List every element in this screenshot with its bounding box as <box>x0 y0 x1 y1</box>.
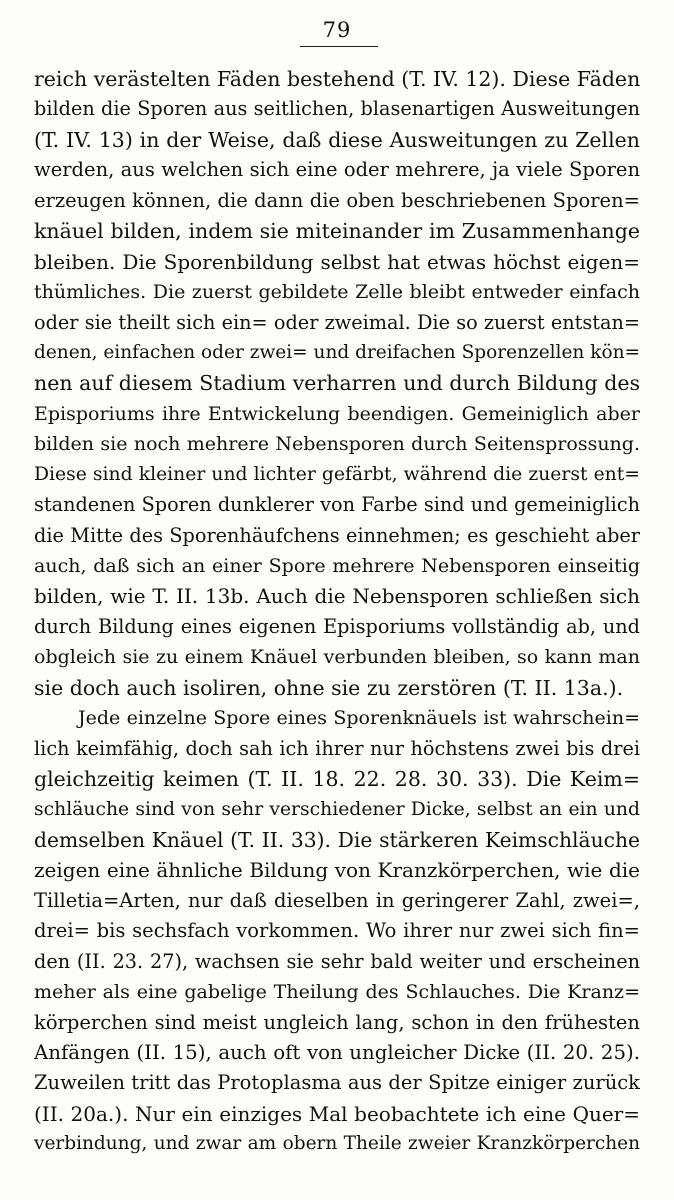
text-line: auch, daß sich an einer Spore mehrere Nebensporen einseitig <box>34 555 640 577</box>
text-line: verbindung, und zwar am obern Theile zweier Kranzkörperchen <box>34 1133 640 1155</box>
text-line: Zuweilen tritt das Protoplasma aus der Spitze einiger zurück <box>34 1071 640 1095</box>
text-line: obgleich sie zu einem Knäuel verbunden bleiben, so kann man <box>34 646 640 669</box>
text-line: Anfängen (II. 15), auch oft von ungleicher Dicke (II. 20. 25). <box>34 1041 640 1064</box>
text-line: reich verästelten Fäden bestehend (T. IV. 12). Diese Fäden <box>34 67 640 91</box>
text-line: bilden, wie T. II. 13b. Auch die Nebensporen schließen sich <box>34 584 640 609</box>
text-line: meher als eine gabelige Theilung des Schlauches. Die Kranz= <box>34 981 640 1004</box>
text-line: bleiben. Die Sporenbildung selbst hat etwas höchst eigen= <box>34 249 640 274</box>
header-rule <box>300 46 378 47</box>
text-line: nen auf diesem Stadium verharren und durch Bildung des <box>34 371 640 396</box>
text-line: (II. 20a.). Nur ein einziges Mal beobachtete ich eine Quer= <box>34 1101 640 1126</box>
text-line: werden, aus welchen sich eine oder mehrere, ja viele Sporen <box>34 158 640 182</box>
text-line: denen, einfachen oder zwei= und dreifachen Sporenzellen kön= <box>34 341 640 363</box>
text-line: oder sie theilt sich ein= oder zweimal. Die so zuerst entstan= <box>34 310 640 334</box>
text-line: zeigen eine ähnliche Bildung von Kranzkörperchen, wie die <box>34 858 640 883</box>
text-line: thümliches. Die zuerst gebildete Zelle bleibt entweder einfach <box>34 281 640 304</box>
text-line: (T. IV. 13) in der Weise, daß diese Ausweitungen zu Zellen <box>34 127 640 152</box>
text-line: drei= bis sechsfach vorkommen. Wo ihrer nur zwei sich fin= <box>34 919 640 943</box>
text-line: den (II. 23. 27), wachsen sie sehr bald weiter und erscheinen <box>34 949 640 973</box>
text-line: sie doch auch isoliren, ohne sie zu zerstören (T. II. 13a.). <box>34 675 624 700</box>
text-line: demselben Knäuel (T. II. 33). Die stärkeren Keimschläuche <box>34 827 640 852</box>
text-line: Tilletia=Arten, nur daß dieselben in geringerer Zahl, zwei=, <box>34 888 640 912</box>
text-line: knäuel bilden, indem sie miteinander im Zusammenhange <box>34 219 640 244</box>
text-line: die Mitte des Sporenhäufchens einnehmen; es geschieht aber <box>34 523 640 547</box>
text-line: schläuche sind von sehr verschiedener Dicke, selbst an ein und <box>34 798 640 820</box>
text-line: durch Bildung eines eigenen Episporiums vollständig ab, und <box>34 614 640 638</box>
text-line: körperchen sind meist ungleich lang, schon in den frühesten <box>34 1010 640 1034</box>
text-line: Jede einzelne Spore eines Sporenknäuels ist wahrschein= <box>78 707 640 730</box>
text-line: erzeugen können, die dann die oben beschriebenen Sporen= <box>34 188 640 212</box>
text-line: Episporiums ihre Entwickelung beendigen. Gemeiniglich aber <box>34 402 640 425</box>
text-line: bilden die Sporen aus seitlichen, blasenartigen Ausweitungen <box>34 97 640 121</box>
text-line: gleichzeitig keimen (T. II. 18. 22. 28. 30. 33). Die Keim= <box>34 767 640 792</box>
body-text <box>34 64 640 1160</box>
text-line: standenen Sporen dunklerer von Farbe sind und gemeiniglich <box>34 493 640 517</box>
text-line: lich keimfähig, doch sah ich ihrer nur höchstens zwei bis drei <box>34 736 640 760</box>
text-line: Diese sind kleiner und lichter gefärbt, während die zuerst ent= <box>34 463 640 485</box>
page-number: 79 <box>322 18 352 42</box>
text-line: bilden sie noch mehrere Nebensporen durch Seitensprossung. <box>34 433 640 456</box>
